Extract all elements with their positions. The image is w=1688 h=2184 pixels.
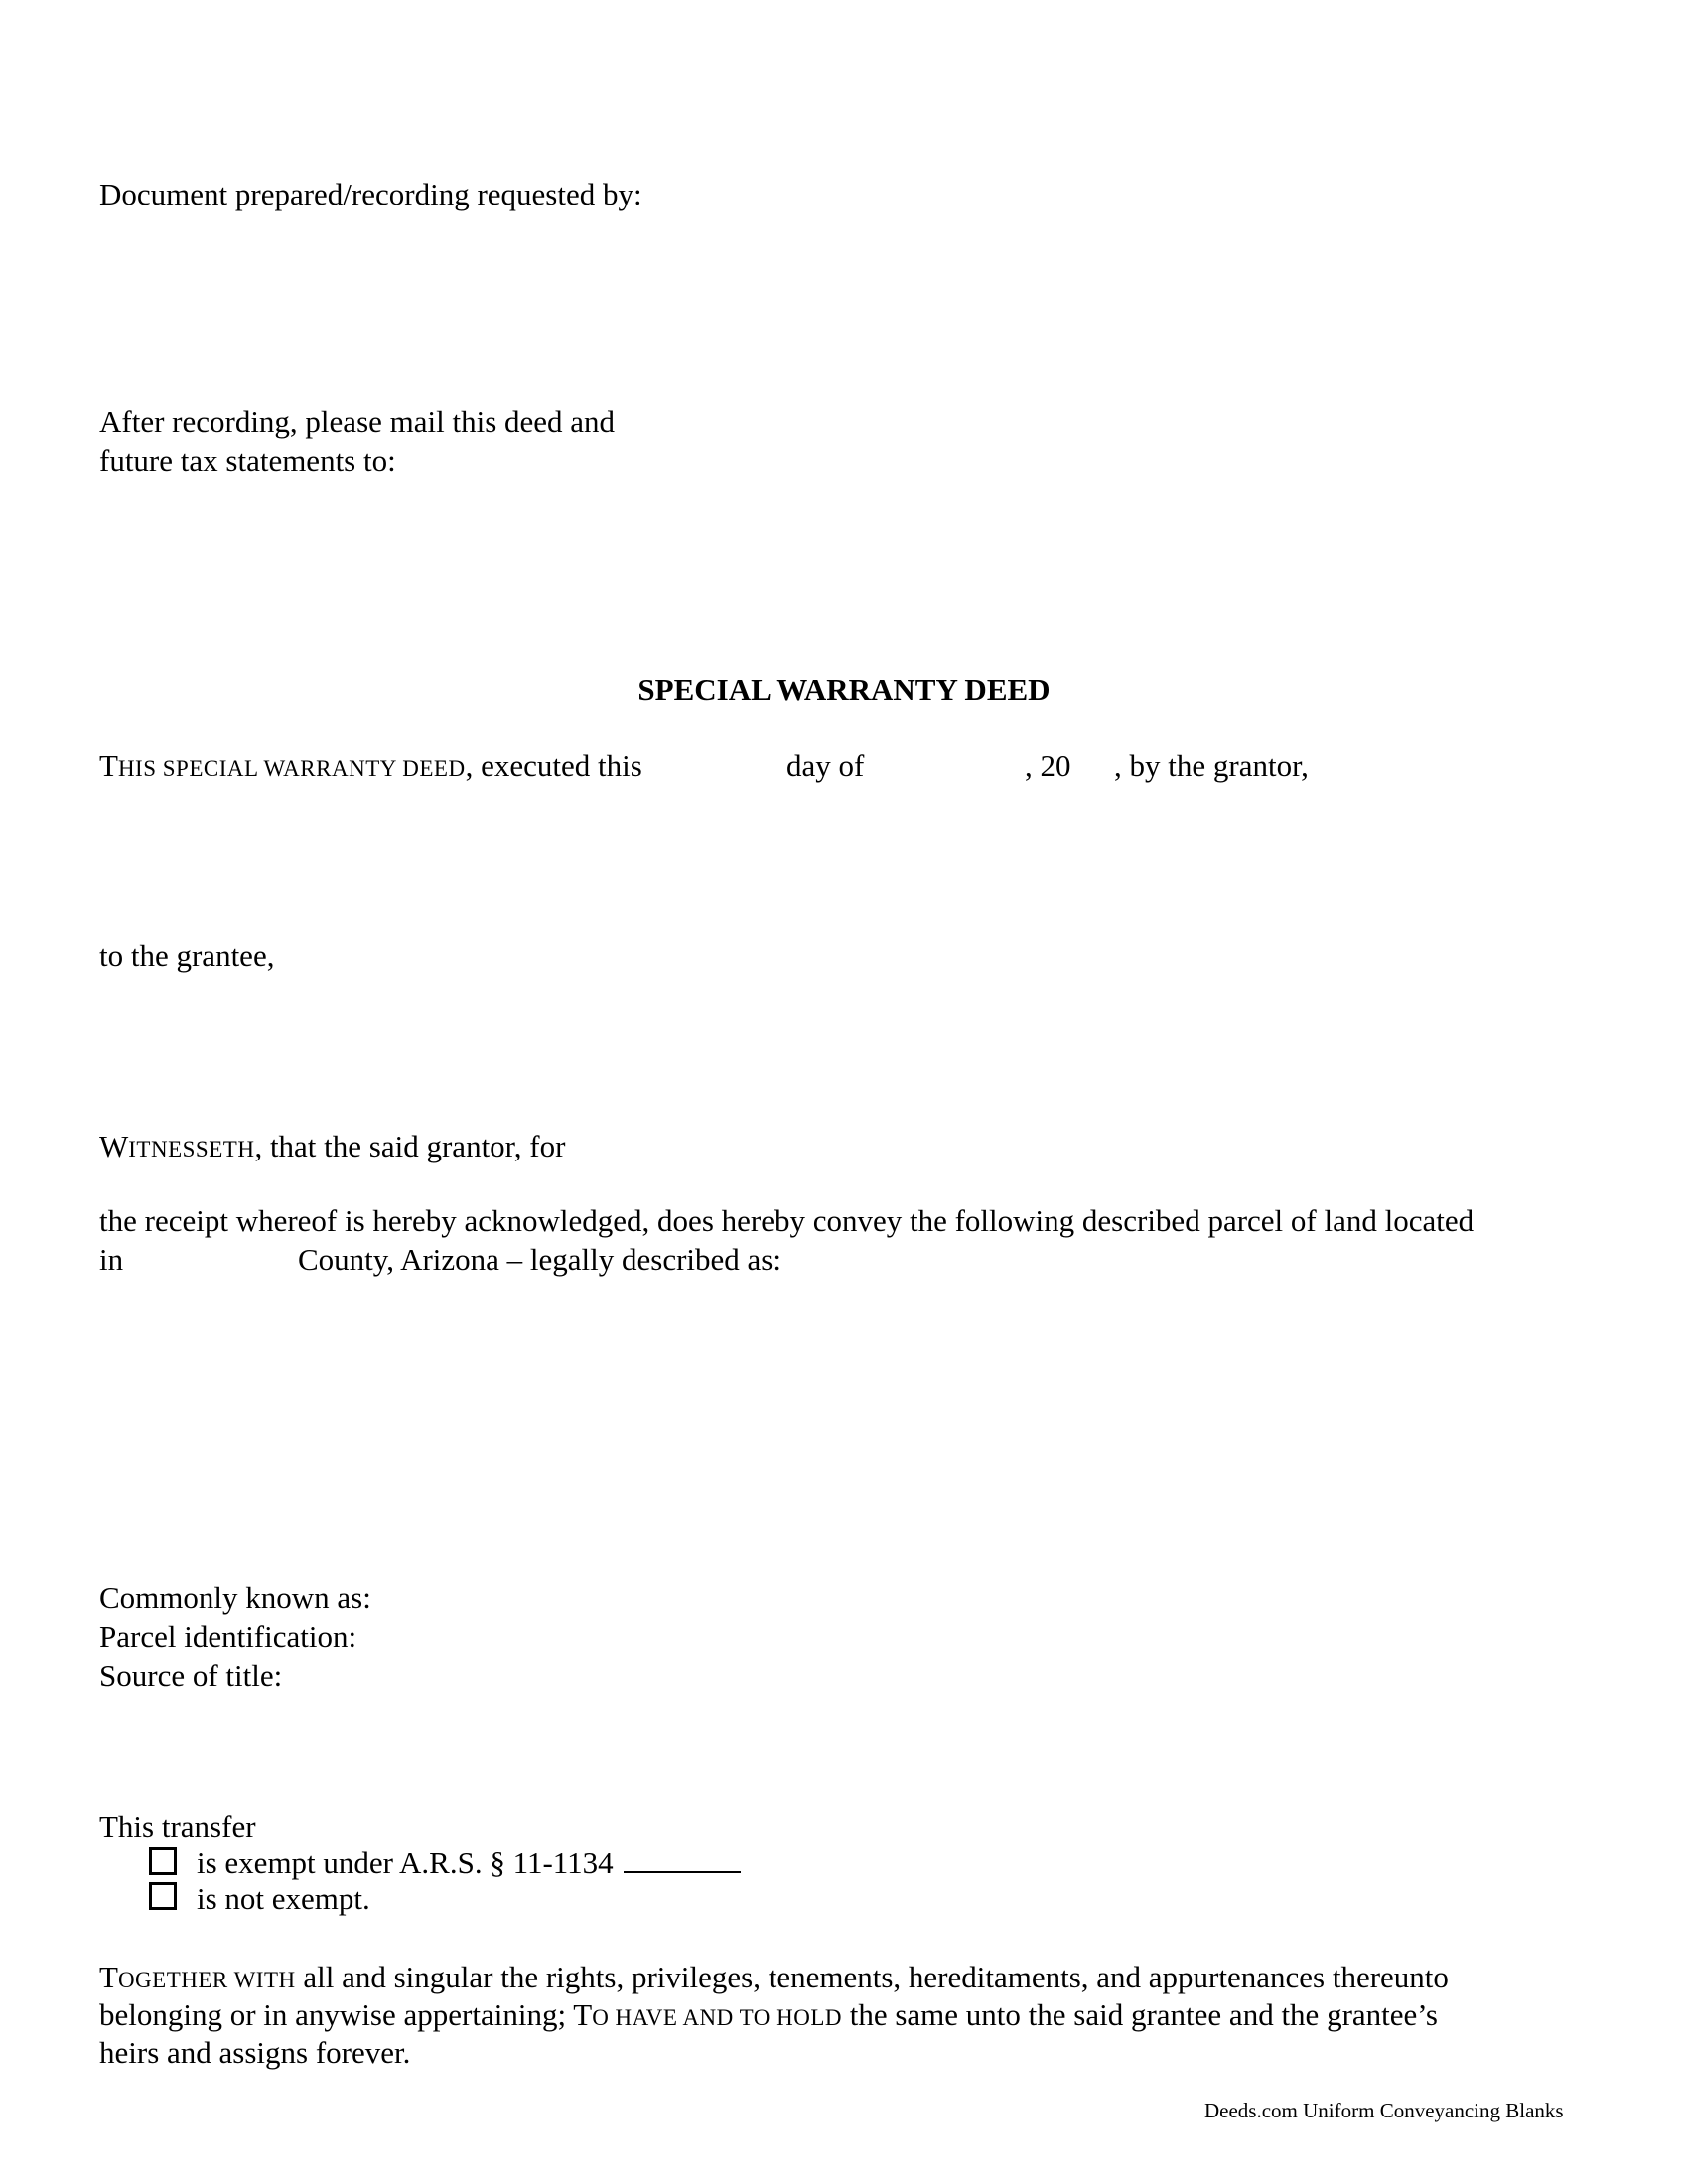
document-title: SPECIAL WARRANTY DEED (637, 672, 1051, 707)
receipt-line2-prefix: in (99, 1242, 124, 1277)
receipt-line2-suffix: County, Arizona – legally described as: (298, 1242, 781, 1277)
together-line1-rest: all and singular the rights, privileges, tenements, hereditaments, and appurtenances thereunto (295, 1960, 1449, 1994)
execution-by-grantor: , by the grantor, (1114, 749, 1309, 783)
not-exempt-label: is not exempt. (197, 1881, 370, 1916)
transfer-label: This transfer (99, 1809, 256, 1843)
together-line3: heirs and assigns forever. (99, 2035, 411, 2070)
together-smallcaps: OGETHER WITH (117, 1968, 296, 1992)
execution-year-prefix: , 20 (1025, 749, 1071, 783)
receipt-line1: the receipt whereof is hereby acknowledged, does hereby convey the following described parcel of land located (99, 1203, 1475, 1238)
witnesseth-line (99, 1127, 565, 1168)
commonly-known-label: Commonly known as: (99, 1580, 371, 1615)
source-of-title-label: Source of title: (99, 1658, 283, 1693)
execution-day-of: day of (786, 749, 865, 783)
mail-to-line1: After recording, please mail this deed and (99, 404, 616, 439)
execution-intro (99, 747, 642, 788)
mail-to-line2: future tax statements to: (99, 443, 396, 478)
parcel-id-label: Parcel identification: (99, 1619, 357, 1654)
execution-first-letter: T (99, 749, 118, 783)
exemption-code-blank[interactable] (624, 1870, 741, 1873)
exempt-label: is exempt under A.R.S. § 11-1134 (197, 1845, 614, 1880)
witnesseth-smallcaps: ITNESSETH (128, 1137, 255, 1161)
execution-smallcaps: HIS SPECIAL WARRANTY DEED (117, 756, 466, 781)
together-line1 (99, 1958, 1449, 1999)
together-line2 (99, 1995, 1438, 2037)
prepared-by-label: Document prepared/recording requested by: (99, 177, 642, 211)
exempt-checkbox[interactable] (149, 1847, 177, 1875)
footer-text: Deeds.com Uniform Conveyancing Blanks (1204, 2099, 1564, 2122)
not-exempt-checkbox[interactable] (149, 1882, 177, 1910)
exempt-line (197, 1843, 741, 1882)
witnesseth-first-letter: W (99, 1129, 129, 1163)
together-line2-rest: the same unto the said grantee and the grantee’s (841, 1997, 1438, 2032)
to-have-smallcaps: O HAVE AND TO HOLD (592, 2005, 842, 2030)
grantee-label: to the grantee, (99, 938, 275, 973)
to-have-first-letter: T (573, 1997, 593, 2032)
execution-executed-this: , executed this (465, 749, 642, 783)
together-line2-prefix: belonging or in anywise appertaining; (99, 1997, 574, 2032)
witnesseth-rest: , that the said grantor, for (254, 1129, 566, 1163)
together-first-letter: T (99, 1960, 118, 1994)
